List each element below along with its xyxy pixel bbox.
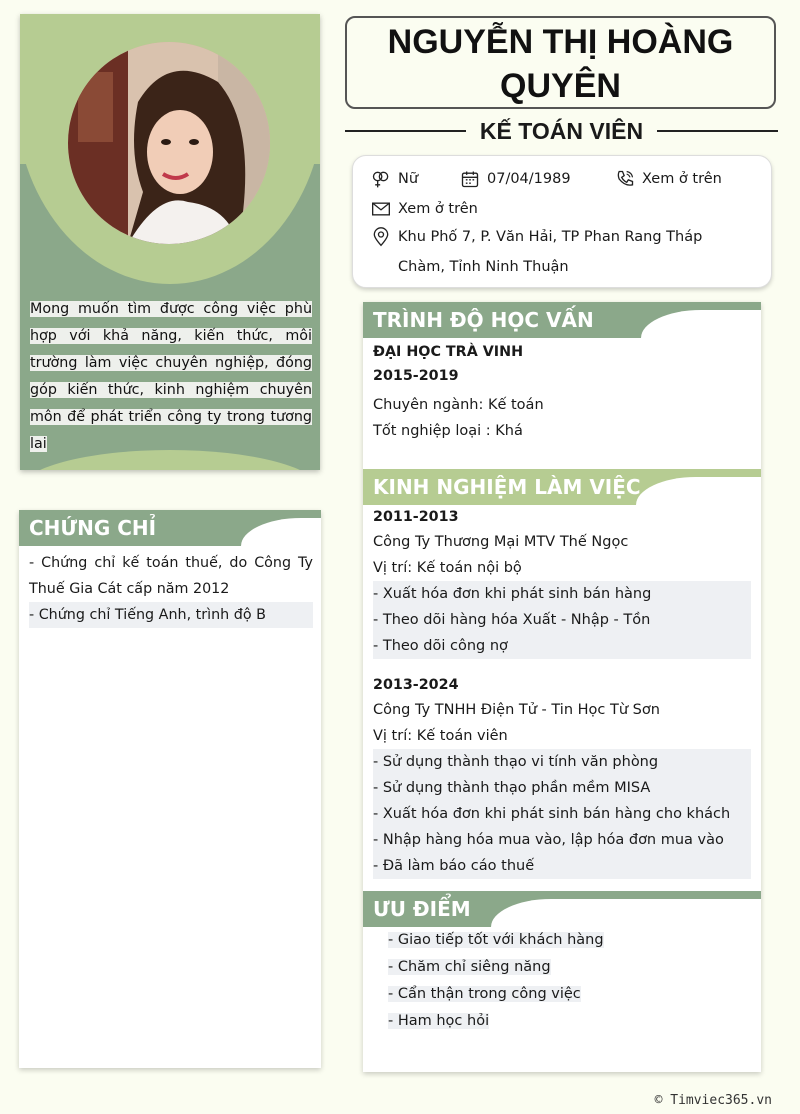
career-objective: Mong muốn tìm được công việc phù hợp với khả năng, kiến thức, môi trường làm việc chuyên nghiệp, đóng góp kiến thức, kinh nghiệm chuyên môn để phát triển công ty trong tương lai	[30, 301, 312, 452]
education-section	[363, 338, 761, 444]
certificate-item: - Chứng chỉ Tiếng Anh, trình độ B	[29, 602, 313, 628]
email-row	[371, 199, 478, 219]
experience-header	[363, 469, 761, 505]
job-company: Công Ty TNHH Điện Tử - Tin Học Từ Sơn	[373, 702, 660, 718]
address-row	[371, 227, 751, 282]
strength-item: - Ham học hỏi	[388, 1013, 490, 1029]
contact-card	[352, 155, 772, 288]
job-title-row	[345, 116, 778, 146]
education-grade: Tốt nghiệp loại : Khá	[373, 423, 523, 439]
job-task: - Sử dụng thành thạo vi tính văn phòng	[373, 754, 659, 770]
education-years: 2015-2019	[373, 368, 459, 384]
job-task: - Nhập hàng hóa mua vào, lập hóa đơn mua vào	[373, 832, 724, 848]
job-position: Vị trí: Kế toán nội bộ	[373, 560, 522, 576]
education-title: TRÌNH ĐỘ HỌC VẤN	[373, 308, 594, 332]
strength-item: - Chăm chỉ siêng năng	[388, 959, 551, 975]
phone-icon	[615, 169, 635, 189]
job-years: 2013-2024	[373, 677, 459, 693]
strengths-header	[363, 891, 761, 927]
job-company: Công Ty Thương Mại MTV Thế Ngọc	[373, 534, 629, 550]
phone-value: Xem ở trên	[642, 171, 722, 187]
job-task: - Đã làm báo cáo thuế	[373, 858, 535, 874]
job-years: 2011-2013	[373, 509, 459, 525]
avatar	[68, 42, 270, 244]
location-pin-icon	[371, 227, 391, 247]
job-task: - Theo dõi công nợ	[373, 638, 508, 654]
calendar-icon	[460, 169, 480, 189]
name-box	[345, 16, 776, 109]
strengths-section	[363, 927, 761, 1035]
birthday-value: 07/04/1989	[487, 171, 571, 187]
strengths-title: ƯU ĐIỂM	[373, 897, 471, 921]
strength-item: - Cẩn thận trong công việc	[388, 986, 581, 1002]
job-title: KẾ TOÁN VIÊN	[466, 118, 657, 144]
job-task: - Xuất hóa đơn khi phát sinh bán hàng cho khách	[373, 806, 731, 822]
birthday-row	[460, 169, 571, 189]
phone-row	[615, 169, 722, 189]
avatar-photo	[68, 42, 270, 244]
watermark: © Timviec365.vn	[654, 1093, 772, 1108]
certificates-section	[19, 510, 321, 1068]
gender-icon	[371, 169, 391, 189]
gender-row	[371, 169, 418, 189]
strength-item: - Giao tiếp tốt với khách hàng	[388, 932, 604, 948]
job-task: - Xuất hóa đơn khi phát sinh bán hàng	[373, 586, 652, 602]
main-content-card	[363, 302, 761, 1072]
full-name: NGUYỄN THỊ HOÀNG QUYÊN	[387, 23, 734, 105]
gender-value: Nữ	[398, 171, 419, 187]
job-task: - Theo dõi hàng hóa Xuất - Nhập - Tồn	[373, 612, 651, 628]
job-position: Vị trí: Kế toán viên	[373, 728, 508, 744]
certificates-title: CHỨNG CHỈ	[29, 516, 157, 540]
email-value: Xem ở trên	[398, 201, 478, 217]
experience-title: KINH NGHIỆM LÀM VIỆC	[373, 475, 641, 499]
job-task: - Sử dụng thành thạo phần mềm MISA	[373, 780, 651, 796]
certificates-header	[19, 510, 321, 546]
profile-panel	[20, 14, 320, 470]
experience-section	[363, 505, 761, 879]
envelope-icon	[371, 199, 391, 219]
address-value: Khu Phố 7, P. Văn Hải, TP Phan Rang Tháp Chàm, Tỉnh Ninh Thuận	[398, 229, 703, 275]
certificate-item: - Chứng chỉ kế toán thuế, do Công Ty Thuế Gia Cát cấp năm 2012	[29, 555, 313, 597]
education-header	[363, 302, 761, 338]
education-major: Chuyên ngành: Kế toán	[373, 397, 544, 413]
school-name: ĐẠI HỌC TRÀ VINH	[373, 344, 524, 360]
